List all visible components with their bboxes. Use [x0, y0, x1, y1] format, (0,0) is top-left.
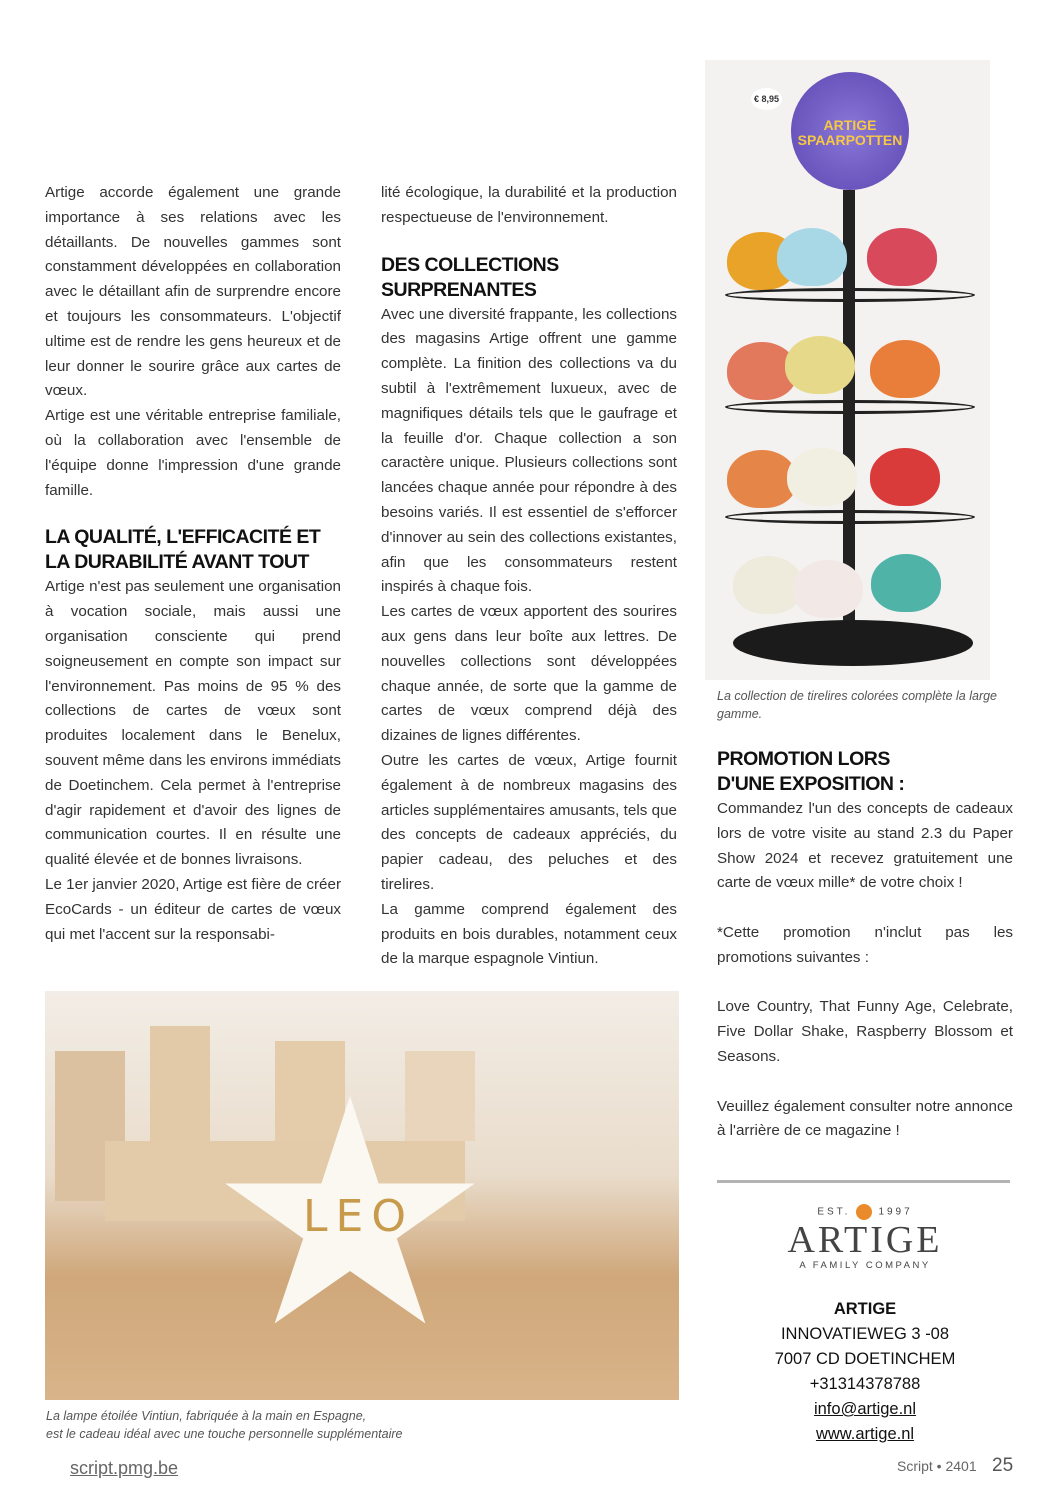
star-lamp-photo	[45, 991, 679, 1400]
footer-site-link[interactable]: script.pmg.be	[70, 1458, 179, 1478]
heart-icon	[856, 1204, 872, 1220]
paragraph: Artige est une véritable entreprise familiale, où la collaboration avec l'ensemble de l'équipe donne l'impression d'une grande famille.	[45, 407, 341, 499]
contact-block	[717, 1297, 1013, 1447]
footer-issue: Script • 2401	[897, 1458, 977, 1474]
stand-photo-caption: La collection de tirelires colorées complète la large gamme.	[717, 689, 998, 721]
sign-label: ARTIGE SPAARPOTTEN	[791, 72, 909, 190]
logo-est: EST.	[817, 1206, 851, 1218]
artige-logo	[717, 1204, 1013, 1271]
paragraph: Veuillez également consulter notre annonce à l'arrière de ce magazine !	[717, 1097, 1013, 1140]
city: 7007 CD DOETINCHEM	[774, 1350, 956, 1368]
logo-brand: ARTIGE	[787, 1219, 943, 1261]
company-name: ARTIGE	[833, 1300, 897, 1318]
column-3	[717, 747, 1013, 1144]
paragraph: Avec une diversité frappante, les collections des magasins Artige offrent une gamme complète. La finition des collections va du subtil à l'extrêmement luxueux, avec de magnifiques détails tels que le gaufrage et la feuille d'or. Chaque collection a son caractère unique. Plusieurs collections sont lancées chaque année pour répondre à des besoins variés. Il est essentiel de s'efforcer d'innover au sein des collections existantes, afin que les consommateurs restent inspirés à chaque fois.	[381, 305, 677, 596]
column-2	[381, 181, 677, 972]
section-heading: LA QUALITÉ, L'EFFICACITÉ ET LA DURABILITÉ AVANT TOUT	[45, 526, 321, 574]
page-number: 25	[992, 1455, 1014, 1476]
street: INNOVATIEWEG 3 -08	[780, 1325, 950, 1343]
paragraph: Artige n'est pas seulement une organisation à vocation sociale, mais aussi une organisation consciente qui prend soigneusement en compte son impact sur l'environnement. Pas moins de 95 % des collections de cartes de vœux sont produites localement dans le Benelux, souvent même dans les environs immédiats de Doetinchem. Cela permet à l'entreprise d'agir rapidement et d'avoir des lignes de communication courtes. Il en résulte une qualité élevée et de bonnes livraisons.	[45, 578, 341, 869]
website-link[interactable]: www.artige.nl	[815, 1425, 915, 1443]
lamp-photo-caption	[46, 1407, 446, 1443]
section-heading: DES COLLECTIONS SURPRENANTES	[381, 253, 559, 301]
paragraph: Outre les cartes de vœux, Artige fournit également à de nombreux magasins des articles supplémentaires amusants, tels que des concepts de cadeaux appréciés, du papier cadeau, des peluches et des tirelires.	[381, 751, 677, 893]
caption-line: est le cadeau idéal avec une touche personnelle supplémentaire	[46, 1427, 403, 1441]
column-1	[45, 181, 341, 947]
paragraph: *Cette promotion n'inclut pas les promotions suivantes :	[717, 923, 1013, 966]
star-lamp-text: LEO	[303, 1191, 414, 1242]
caption-line: La lampe étoilée Vintiun, fabriquée à la main en Espagne,	[46, 1409, 367, 1423]
paragraph: lité écologique, la durabilité et la production respectueuse de l'environnement.	[381, 184, 677, 226]
email-link[interactable]: info@artige.nl	[813, 1400, 917, 1418]
logo-tagline: A FAMILY COMPANY	[799, 1260, 931, 1271]
paragraph: La gamme comprend également des produits en bois durables, notamment ceux de la marque espagnole Vintiun.	[381, 900, 677, 968]
phone: +31314378788	[809, 1375, 921, 1393]
price-tag: € 8,95	[751, 88, 782, 110]
paragraph: Le 1er janvier 2020, Artige est fière de créer EcoCards - un éditeur de cartes de vœux qui met l'accent sur la responsabi-	[45, 875, 341, 943]
paragraph: Artige accorde également une grande importance à ses relations avec les détaillants. De nouvelles gammes sont constamment développées en collaboration avec le détaillant afin de surprendre encore et toujours les consommateurs. L'objectif ultime est de rendre les gens heureux et de leur donner le sourire grâce aux cartes de vœux.	[45, 184, 341, 400]
paragraph: Commandez l'un des concepts de cadeaux lors de votre visite au stand 2.3 du Paper Show 2024 et recevez gratuitement une carte de vœux mille* de votre choix !	[717, 800, 1013, 892]
divider	[717, 1180, 1010, 1183]
piggy-bank-stand-photo	[705, 60, 990, 680]
paragraph: Love Country, That Funny Age, Celebrate, Five Dollar Shake, Raspberry Blossom et Seasons.	[717, 998, 1013, 1065]
section-heading: PROMOTION LORS D'UNE EXPOSITION :	[717, 748, 905, 795]
logo-year: 1997	[878, 1206, 913, 1218]
paragraph: Les cartes de vœux apportent des sourires aux gens dans leur boîte aux lettres. De nouvelles collections sont développées chaque année, de sorte que la gamme de cartes de vœux comprend déjà des dizaines de lignes différentes.	[381, 603, 677, 745]
